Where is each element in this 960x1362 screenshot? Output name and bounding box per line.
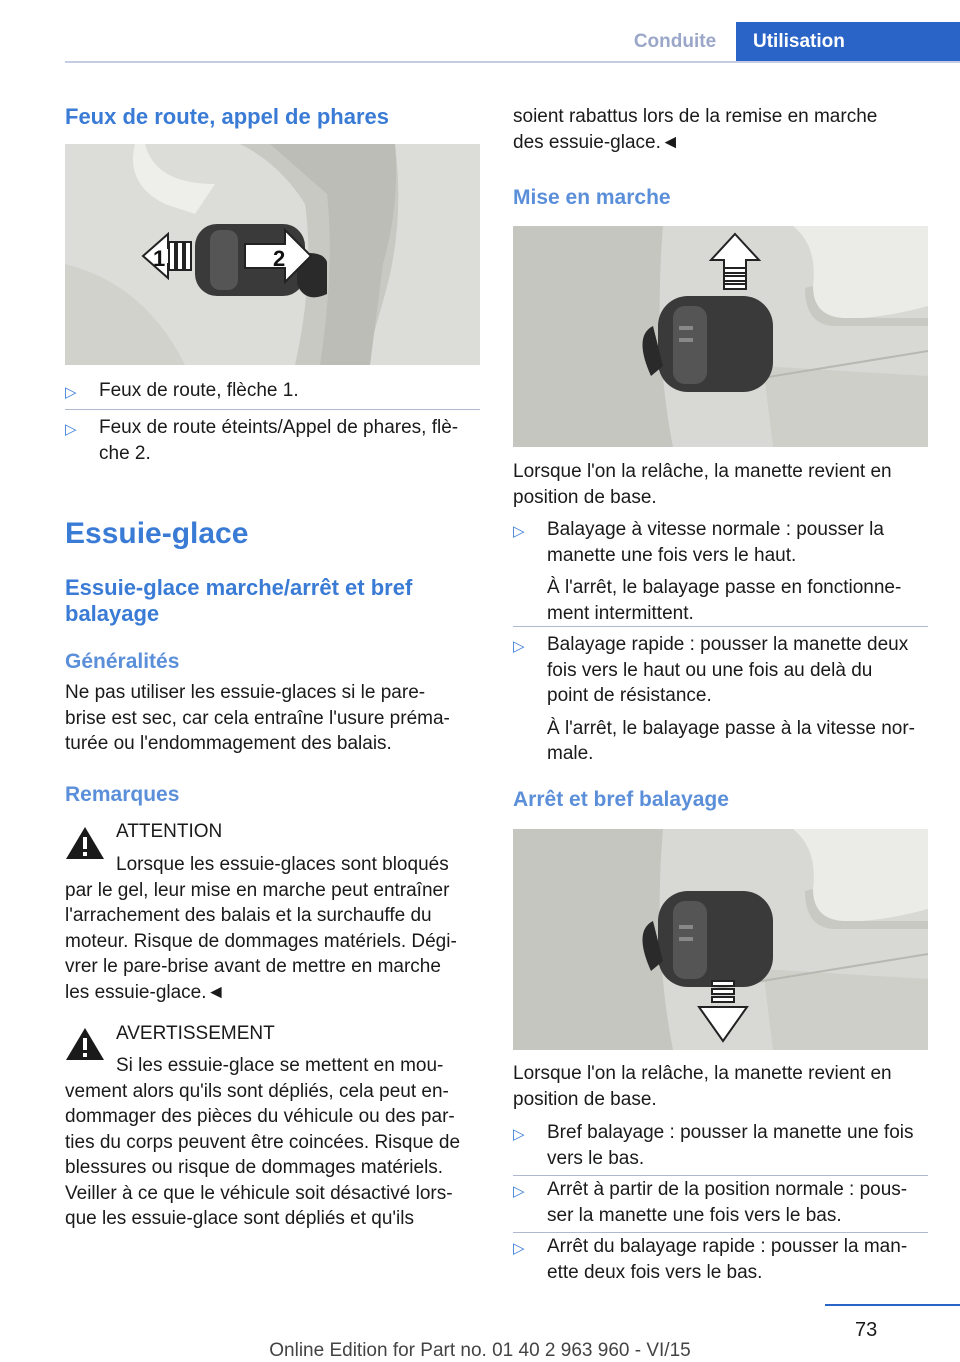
triangle-right-icon: ▷ <box>65 384 77 401</box>
list-item: ▷ Feux de route, flèche 1. <box>65 378 480 404</box>
page-header <box>0 22 960 62</box>
list-item: ▷ Arrêt du balayage rapide : pousser la man- ette deux fois vers le bas. <box>513 1236 908 1283</box>
heading-essuie-glace: Essuie-glace <box>65 517 249 550</box>
page-number: 73 <box>855 1319 878 1341</box>
triangle-right-icon: ▷ <box>513 523 525 540</box>
triangle-right-icon: ▷ <box>65 421 77 438</box>
list-item: ▷ Bref balayage : pousser la manette une fois vers le bas. <box>513 1122 914 1169</box>
heading-mise-en-marche: Mise en marche <box>513 186 671 209</box>
avertissement-title: AVERTISSEMENT <box>116 1023 275 1044</box>
heading-remarques: Remarques <box>65 783 180 806</box>
list-item: ▷ Feux de route éteints/Appel de phares, flè- che 2. <box>65 417 459 464</box>
heading-generalites: Généralités <box>65 650 180 673</box>
photo-mise-en-marche <box>513 226 928 447</box>
label-2: 2 <box>273 246 286 271</box>
avertissement-text: Si les essuie-glace se mettent en mou- vement alors qu'ils sont dépliés, cela peut en- dommager des pièces du véhicule ou des par- ties du corps peuvent être coincées. Risque de blessures ou risque de dommages matériels. Veiller à ce que le véhicule soit désactivé lors- que les essuie-glace sont dépliés et qu'ils <box>65 1055 461 1229</box>
heading-marche-arret: Essuie-glace marche/arrêt et bref balayage <box>65 575 413 626</box>
triangle-right-icon: ▷ <box>513 1183 525 1200</box>
triangle-right-icon: ▷ <box>513 1126 525 1143</box>
stalk-headlight-illustration <box>65 144 480 365</box>
generalites-text: Ne pas utiliser les essuie-glaces si le pare- brise est sec, car cela entraîne l'usure préma- turée ou l'endommagement des balais. <box>65 682 450 754</box>
label-1: 1 <box>153 246 166 271</box>
divider <box>513 1175 928 1176</box>
triangle-right-icon: ▷ <box>513 1240 525 1257</box>
triangle-right-icon: ▷ <box>513 638 525 655</box>
edition-text: Online Edition for Part no. 01 40 2 963 960 - VI/15 <box>269 1340 691 1361</box>
heading-arret-bref-balayage: Arrêt et bref balayage <box>513 788 729 811</box>
heading-feux-de-route: Feux de route, appel de phares <box>65 104 389 129</box>
list-item: ▷ Balayage rapide : pousser la manette deux fois vers le haut ou une fois au delà du point de résistance. À l'arrêt, le balayage passe à la vitesse nor- male. <box>513 634 915 764</box>
arret-text: Lorsque l'on la relâche, la manette revient en position de base. <box>513 1063 892 1110</box>
mise-en-marche-text: Lorsque l'on la relâche, la manette revient en position de base. <box>513 461 892 508</box>
header-rule <box>65 61 960 63</box>
continuation-text: soient rabattus lors de la remise en marche des essuie-glace.◄ <box>513 106 878 153</box>
photo-feux-de-route <box>65 144 480 365</box>
stalk-up-illustration <box>513 226 928 447</box>
attention-text: Lorsque les essuie-glaces sont bloqués par le gel, leur mise en marche peut entraîner l'arrachement des balais et la surchauffe du moteur. Risque de dommages matériels. Dégi- vrer le pare-brise avant de mettre en marche les essuie-glace.◄ <box>65 854 457 1003</box>
divider <box>513 1232 928 1233</box>
divider <box>65 409 480 410</box>
list-item: ▷ Balayage à vitesse normale : pousser la manette une fois vers le haut. À l'arrêt, le balayage passe en fonctionne- ment intermittent. <box>513 519 902 624</box>
tab-conduite[interactable]: Conduite <box>633 31 717 52</box>
divider <box>513 626 928 627</box>
photo-arret <box>513 829 928 1050</box>
footer-rule <box>825 1304 960 1306</box>
list-item: ▷ Arrêt à partir de la position normale : pous- ser la manette une fois vers le bas. <box>513 1179 908 1226</box>
tab-utilisation[interactable]: Utilisation <box>736 22 960 62</box>
stalk-down-illustration <box>513 829 928 1050</box>
attention-title: ATTENTION <box>116 821 223 842</box>
